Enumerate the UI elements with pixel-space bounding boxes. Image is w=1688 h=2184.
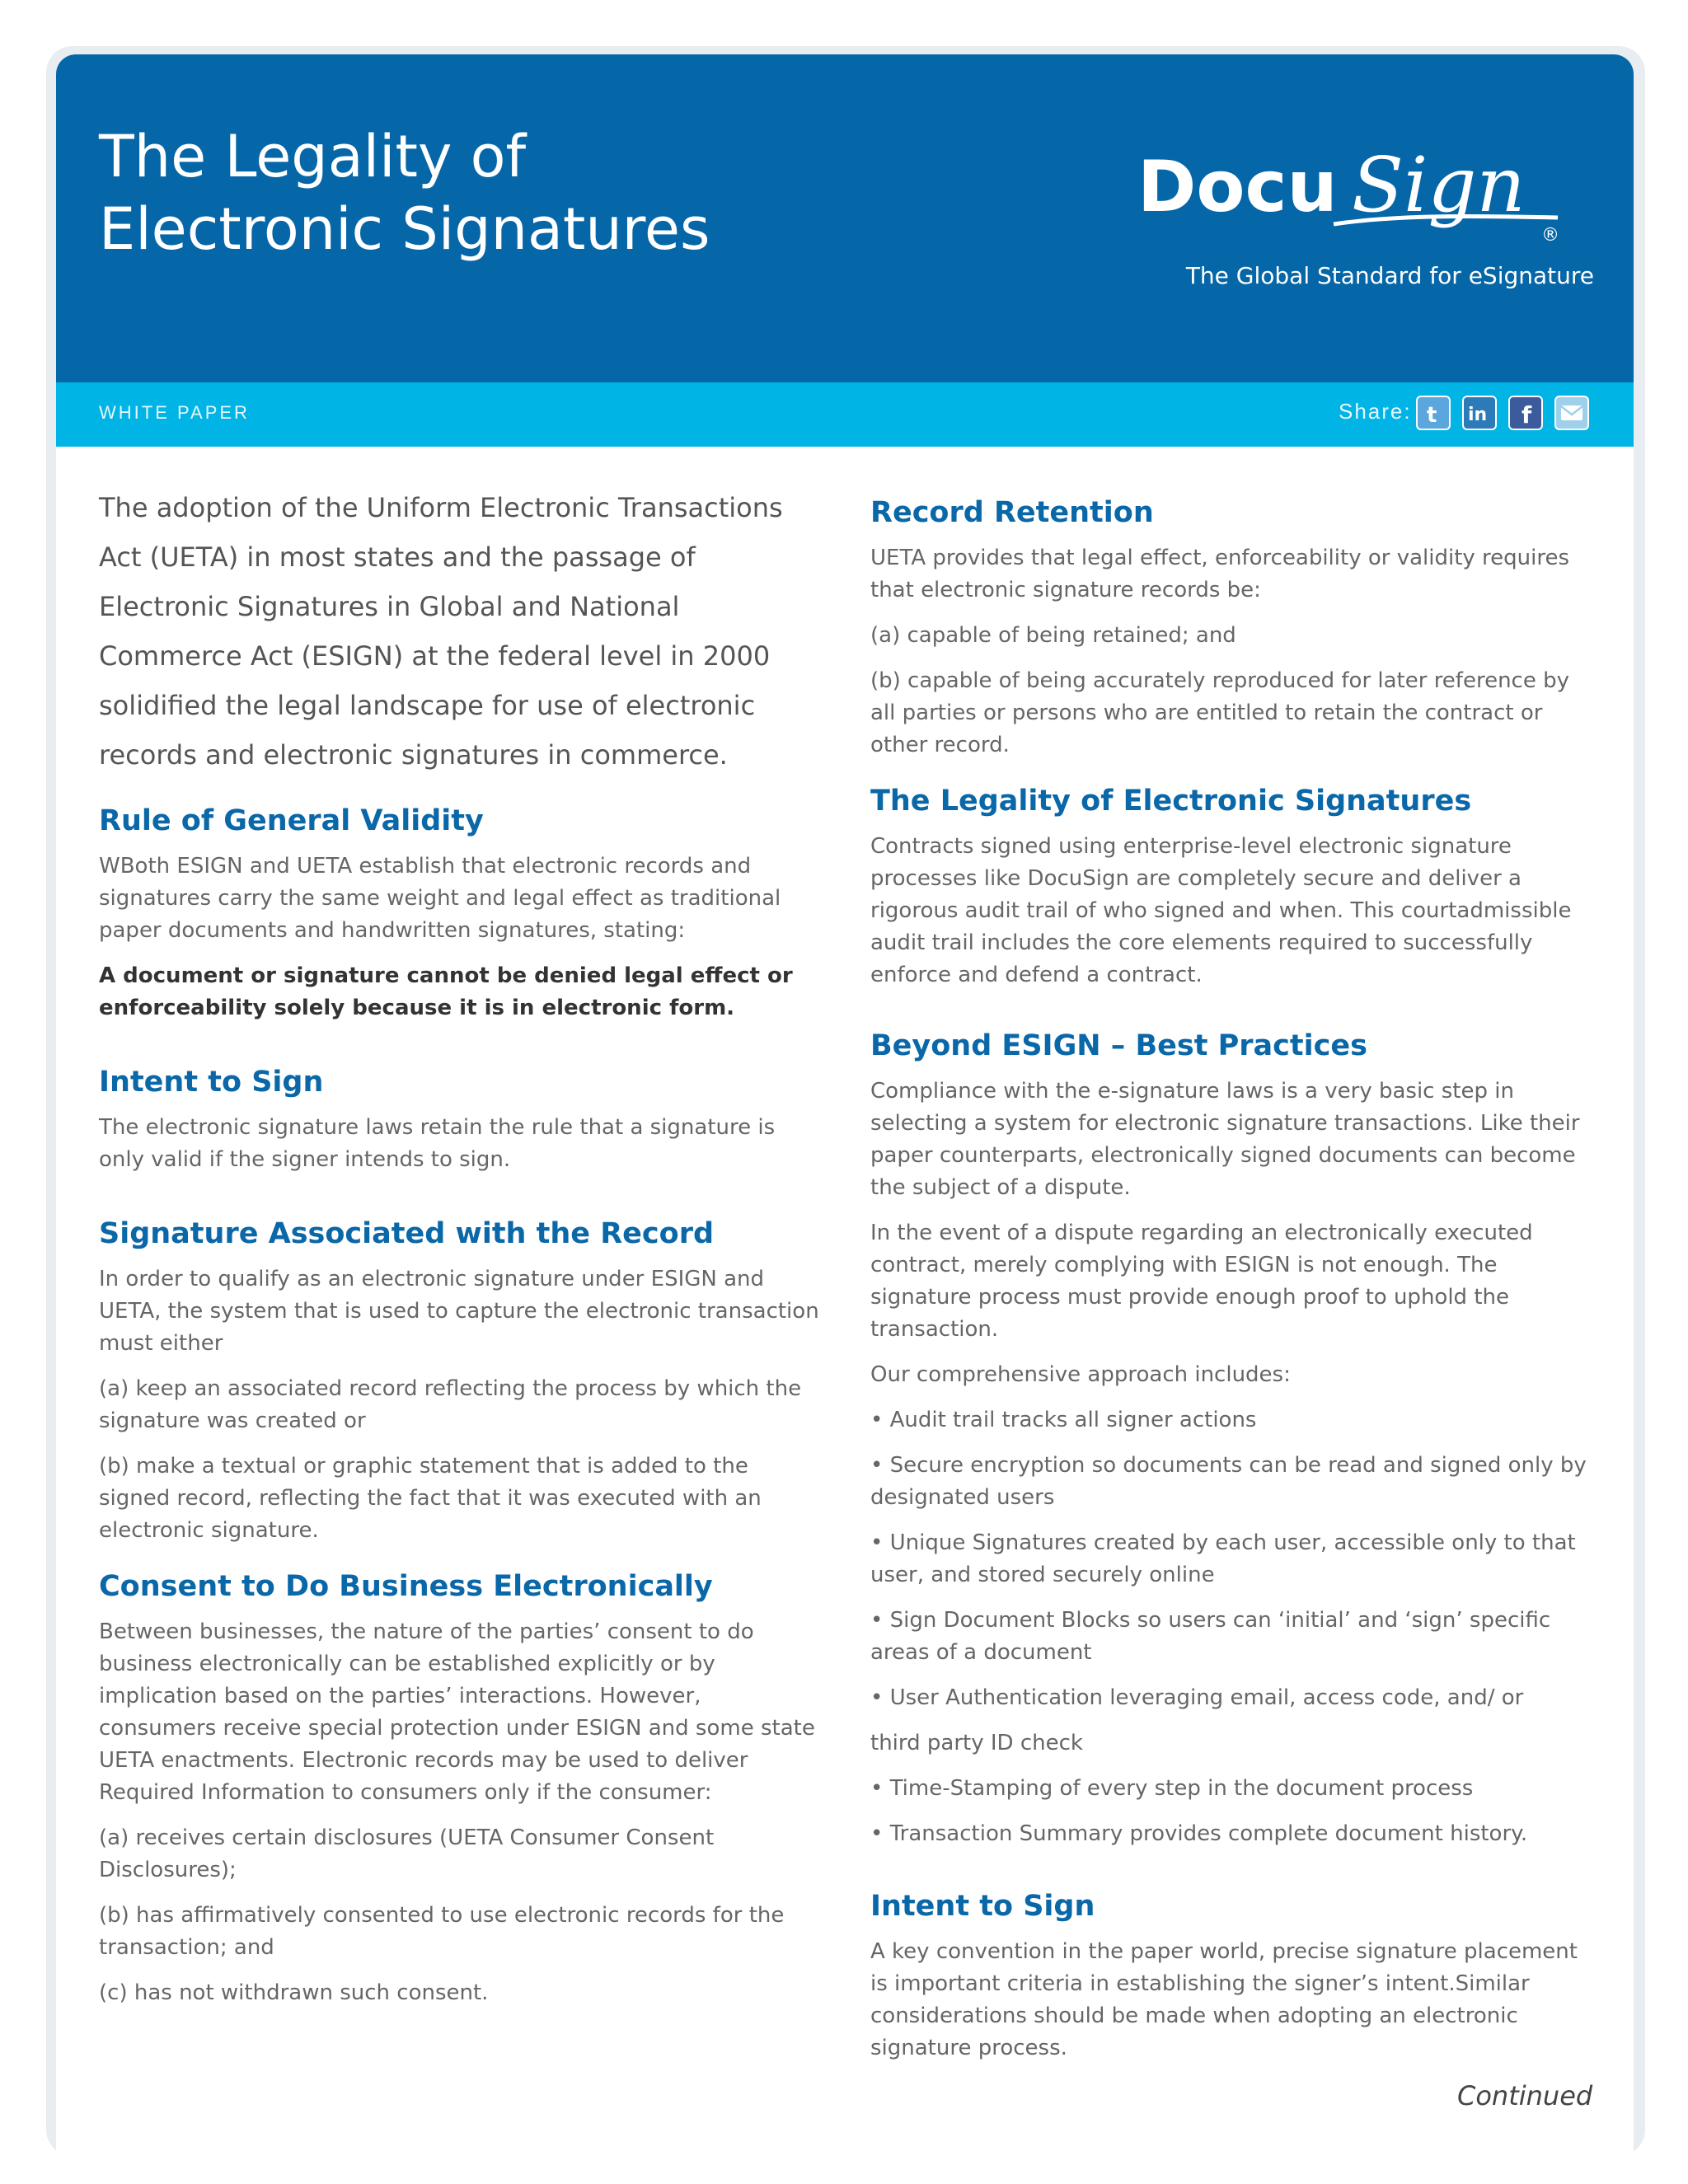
- section-intent-to-sign-left: [99, 1064, 824, 1176]
- intro-section: [99, 483, 824, 780]
- paragraph: (c) has not withdrawn such consent.: [99, 1980, 489, 2005]
- document-type-label: WHITE PAPER: [99, 402, 250, 423]
- bullet-item: • Sign Document Blocks so users can ‘initial’ and ‘sign’ specific areas of a document: [870, 1608, 1551, 1665]
- logo-text-sign: Sign: [1352, 145, 1526, 229]
- section-intent-to-sign-right: [870, 1888, 1596, 2064]
- paragraph: (a) capable of being retained; and: [870, 623, 1236, 648]
- section-rule-of-general-validity: [99, 803, 824, 1024]
- paragraph: The electronic signature laws retain the rule that a signature is only valid if the signer intends to sign.: [99, 1115, 776, 1172]
- white-paper-ribbon: [56, 382, 1634, 447]
- bullet-item: • Secure encryption so documents can be read and signed only by designated users: [870, 1453, 1587, 1510]
- paragraph: Between businesses, the nature of the parties’ consent to do business electronically can be established explicitly or by implication based on the parties’ interactions. However, consumers receive special protection under ESIGN and some state UETA enactments. Electronic records may be used to deliver Required Information to consumers only if the consumer:: [99, 1619, 815, 1805]
- svg-text:t: t: [1427, 403, 1437, 428]
- paragraph: In order to qualify as an electronic signature under ESIGN and UETA, the system that is used to capture the electronic transaction must either: [99, 1267, 819, 1356]
- docusign-logo: [1136, 145, 1564, 244]
- section-heading: Signature Associated with the Record: [99, 1217, 715, 1250]
- intro-paragraph: The adoption of the Uniform Electronic Transactions Act (UETA) in most states and the passage of Electronic Signatures in Global and National Commerce Act (ESIGN) at the federal level in 2000 solidified the legal landscape for use of electronic records and electronic signatures in commerce.: [99, 492, 783, 771]
- section-heading: Intent to Sign: [99, 1066, 324, 1099]
- logo-registered: ®: [1541, 225, 1559, 244]
- section-heading: The Legality of Electronic Signatures: [870, 785, 1472, 818]
- section-beyond-esign: [870, 1028, 1596, 1850]
- continued-label: Continued: [1457, 2080, 1593, 2111]
- section-heading: Intent to Sign: [870, 1890, 1095, 1923]
- right-column: [870, 483, 1596, 2064]
- section-signature-associated: [99, 1216, 824, 1547]
- paragraph: (b) has affirmatively consented to use electronic records for the transaction; and: [99, 1903, 785, 1960]
- paragraph: (b) make a textual or graphic statement that is added to the signed record, reflecting the fact that it was executed with an electronic signature.: [99, 1454, 762, 1543]
- facebook-icon[interactable]: [1508, 396, 1543, 430]
- bullet-item: third party ID check: [870, 1731, 1083, 1755]
- logo-text-docu: Docu: [1137, 146, 1338, 228]
- paragraph: Contracts signed using enterprise-level electronic signature processes like DocuSign are completely secure and deliver a rigorous audit trail of who signed and when. This courtadmissible audit trail includes the core elements required to successfully enforce and defend a contract.: [870, 834, 1572, 987]
- paragraph: UETA provides that legal effect, enforceability or validity requires that electronic signature records be:: [870, 546, 1570, 602]
- tagline: The Global Standard for eSignature: [1185, 262, 1594, 289]
- document-sheet: [56, 54, 1634, 2184]
- section-heading: Record Retention: [870, 496, 1154, 529]
- paragraph: (b) capable of being accurately reproduced for later reference by all parties or persons who are entitled to retain the contract or other record.: [870, 668, 1569, 757]
- twitter-icon[interactable]: [1416, 396, 1451, 430]
- paragraph: (a) keep an associated record reflecting the process by which the signature was created or: [99, 1376, 802, 1433]
- paragraph: WBoth ESIGN and UETA establish that electronic records and signatures carry the same weight and legal effect as traditional paper documents and handwritten signatures, stating:: [99, 854, 781, 943]
- paragraph: (a) receives certain disclosures (UETA Consumer Consent Disclosures);: [99, 1825, 715, 1882]
- bullet-item: • User Authentication leveraging email, access code, and/ or: [870, 1685, 1524, 1710]
- header-banner: [56, 54, 1634, 382]
- left-column: [99, 483, 824, 2009]
- title-line-2: Electronic Signatures: [99, 195, 710, 263]
- share-label: Share:: [1339, 399, 1412, 424]
- section-legality: [870, 783, 1596, 991]
- paragraph: Our comprehensive approach includes:: [870, 1362, 1291, 1387]
- svg-text:f: f: [1522, 401, 1532, 429]
- svg-text:in: in: [1468, 405, 1488, 425]
- section-heading: Rule of General Validity: [99, 804, 484, 837]
- section-consent: [99, 1568, 824, 2009]
- title-line-1: The Legality of: [99, 123, 527, 190]
- paragraph: Compliance with the e-signature laws is a very basic step in selecting a system for electronic signature transactions. Like their paper counterparts, electronically signed documents can become the subject of a dispute.: [870, 1079, 1580, 1200]
- section-heading: Consent to Do Business Electronically: [99, 1570, 713, 1603]
- paragraph: In the event of a dispute regarding an electronically executed contract, merely complying with ESIGN is not enough. The signature process must provide enough proof to uphold the transaction.: [870, 1221, 1533, 1342]
- bullet-item: • Time-Stamping of every step in the document process: [870, 1776, 1474, 1801]
- email-icon[interactable]: [1554, 396, 1589, 430]
- page-title: [99, 120, 710, 265]
- section-record-retention: [870, 494, 1596, 762]
- emphasis-paragraph: A document or signature cannot be denied legal effect or enforceability solely because it is in electronic form.: [99, 963, 793, 1020]
- bullet-item: • Transaction Summary provides complete document history.: [870, 1821, 1528, 1846]
- paragraph: A key convention in the paper world, precise signature placement is important criteria in establishing the signer’s intent.Similar considerations should be made when adopting an electronic signature process.: [870, 1939, 1578, 2060]
- linkedin-icon[interactable]: [1462, 396, 1497, 430]
- section-heading: Beyond ESIGN – Best Practices: [870, 1029, 1367, 1062]
- bullet-item: • Unique Signatures created by each user, accessible only to that user, and stored securely online: [870, 1530, 1576, 1587]
- bullet-item: • Audit trail tracks all signer actions: [870, 1408, 1257, 1432]
